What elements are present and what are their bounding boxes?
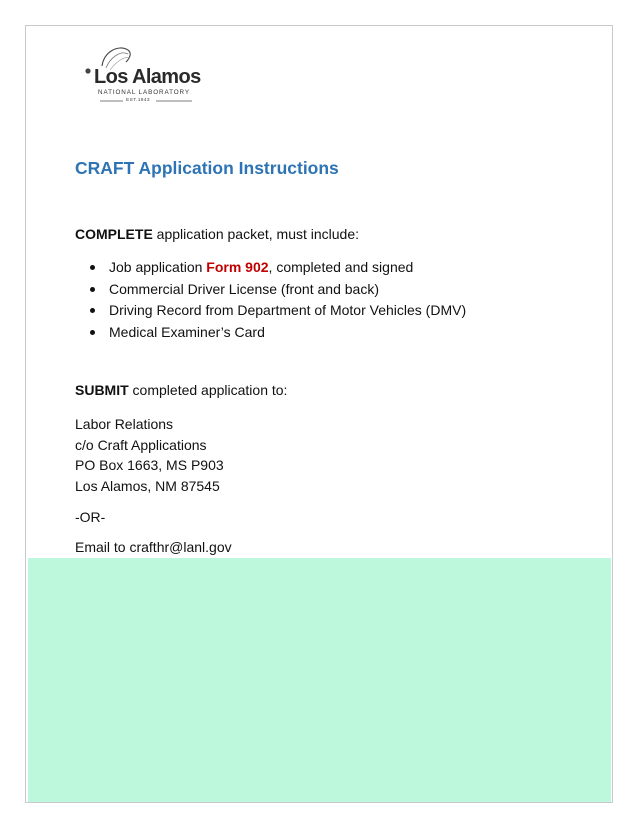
list-item-text: Medical Examiner’s Card	[109, 323, 265, 340]
address-line: c/o Craft Applications	[75, 436, 207, 453]
highlight-region	[28, 558, 611, 802]
submit-keyword: SUBMIT	[75, 382, 129, 398]
address-line: Los Alamos, NM 87545	[75, 477, 220, 494]
bullet-icon	[90, 308, 95, 313]
bullet-icon	[90, 330, 95, 335]
page-title: CRAFT Application Instructions	[75, 158, 339, 178]
bullet-icon	[90, 287, 95, 292]
email-instruction: Email to crafthr@lanl.gov	[75, 539, 232, 555]
list-item-text: Driving Record from Department of Motor Vehicles (DMV)	[109, 302, 467, 318]
mailing-address	[75, 414, 224, 496]
complete-intro	[75, 226, 359, 242]
list-item	[75, 301, 466, 323]
complete-intro-text: application packet, must include:	[152, 226, 360, 242]
logo-established: EST.1943	[126, 98, 151, 103]
document-page	[25, 25, 613, 803]
list-item-text: Commercial Driver License (front and back)	[109, 280, 379, 297]
list-item	[75, 258, 466, 280]
form-902-reference: Form 902	[206, 259, 269, 275]
bullet-icon	[90, 265, 95, 270]
submit-intro	[75, 382, 287, 398]
logo-wordmark: Los Alamos	[94, 66, 201, 88]
list-item-text-suffix: , completed and signed	[268, 259, 414, 275]
complete-keyword: COMPLETE	[75, 226, 153, 242]
or-separator: -OR-	[75, 509, 106, 525]
logo-subtitle: NATIONAL LABORATORY	[98, 89, 190, 96]
list-item	[75, 323, 466, 345]
lanl-logo	[80, 42, 210, 104]
list-item	[75, 280, 466, 302]
requirements-list	[75, 258, 466, 344]
submit-intro-text: completed application to:	[128, 382, 288, 398]
list-item-text: Job application	[109, 259, 207, 275]
address-line: PO Box 1663, MS P903	[75, 457, 224, 473]
address-line: Labor Relations	[75, 416, 174, 432]
